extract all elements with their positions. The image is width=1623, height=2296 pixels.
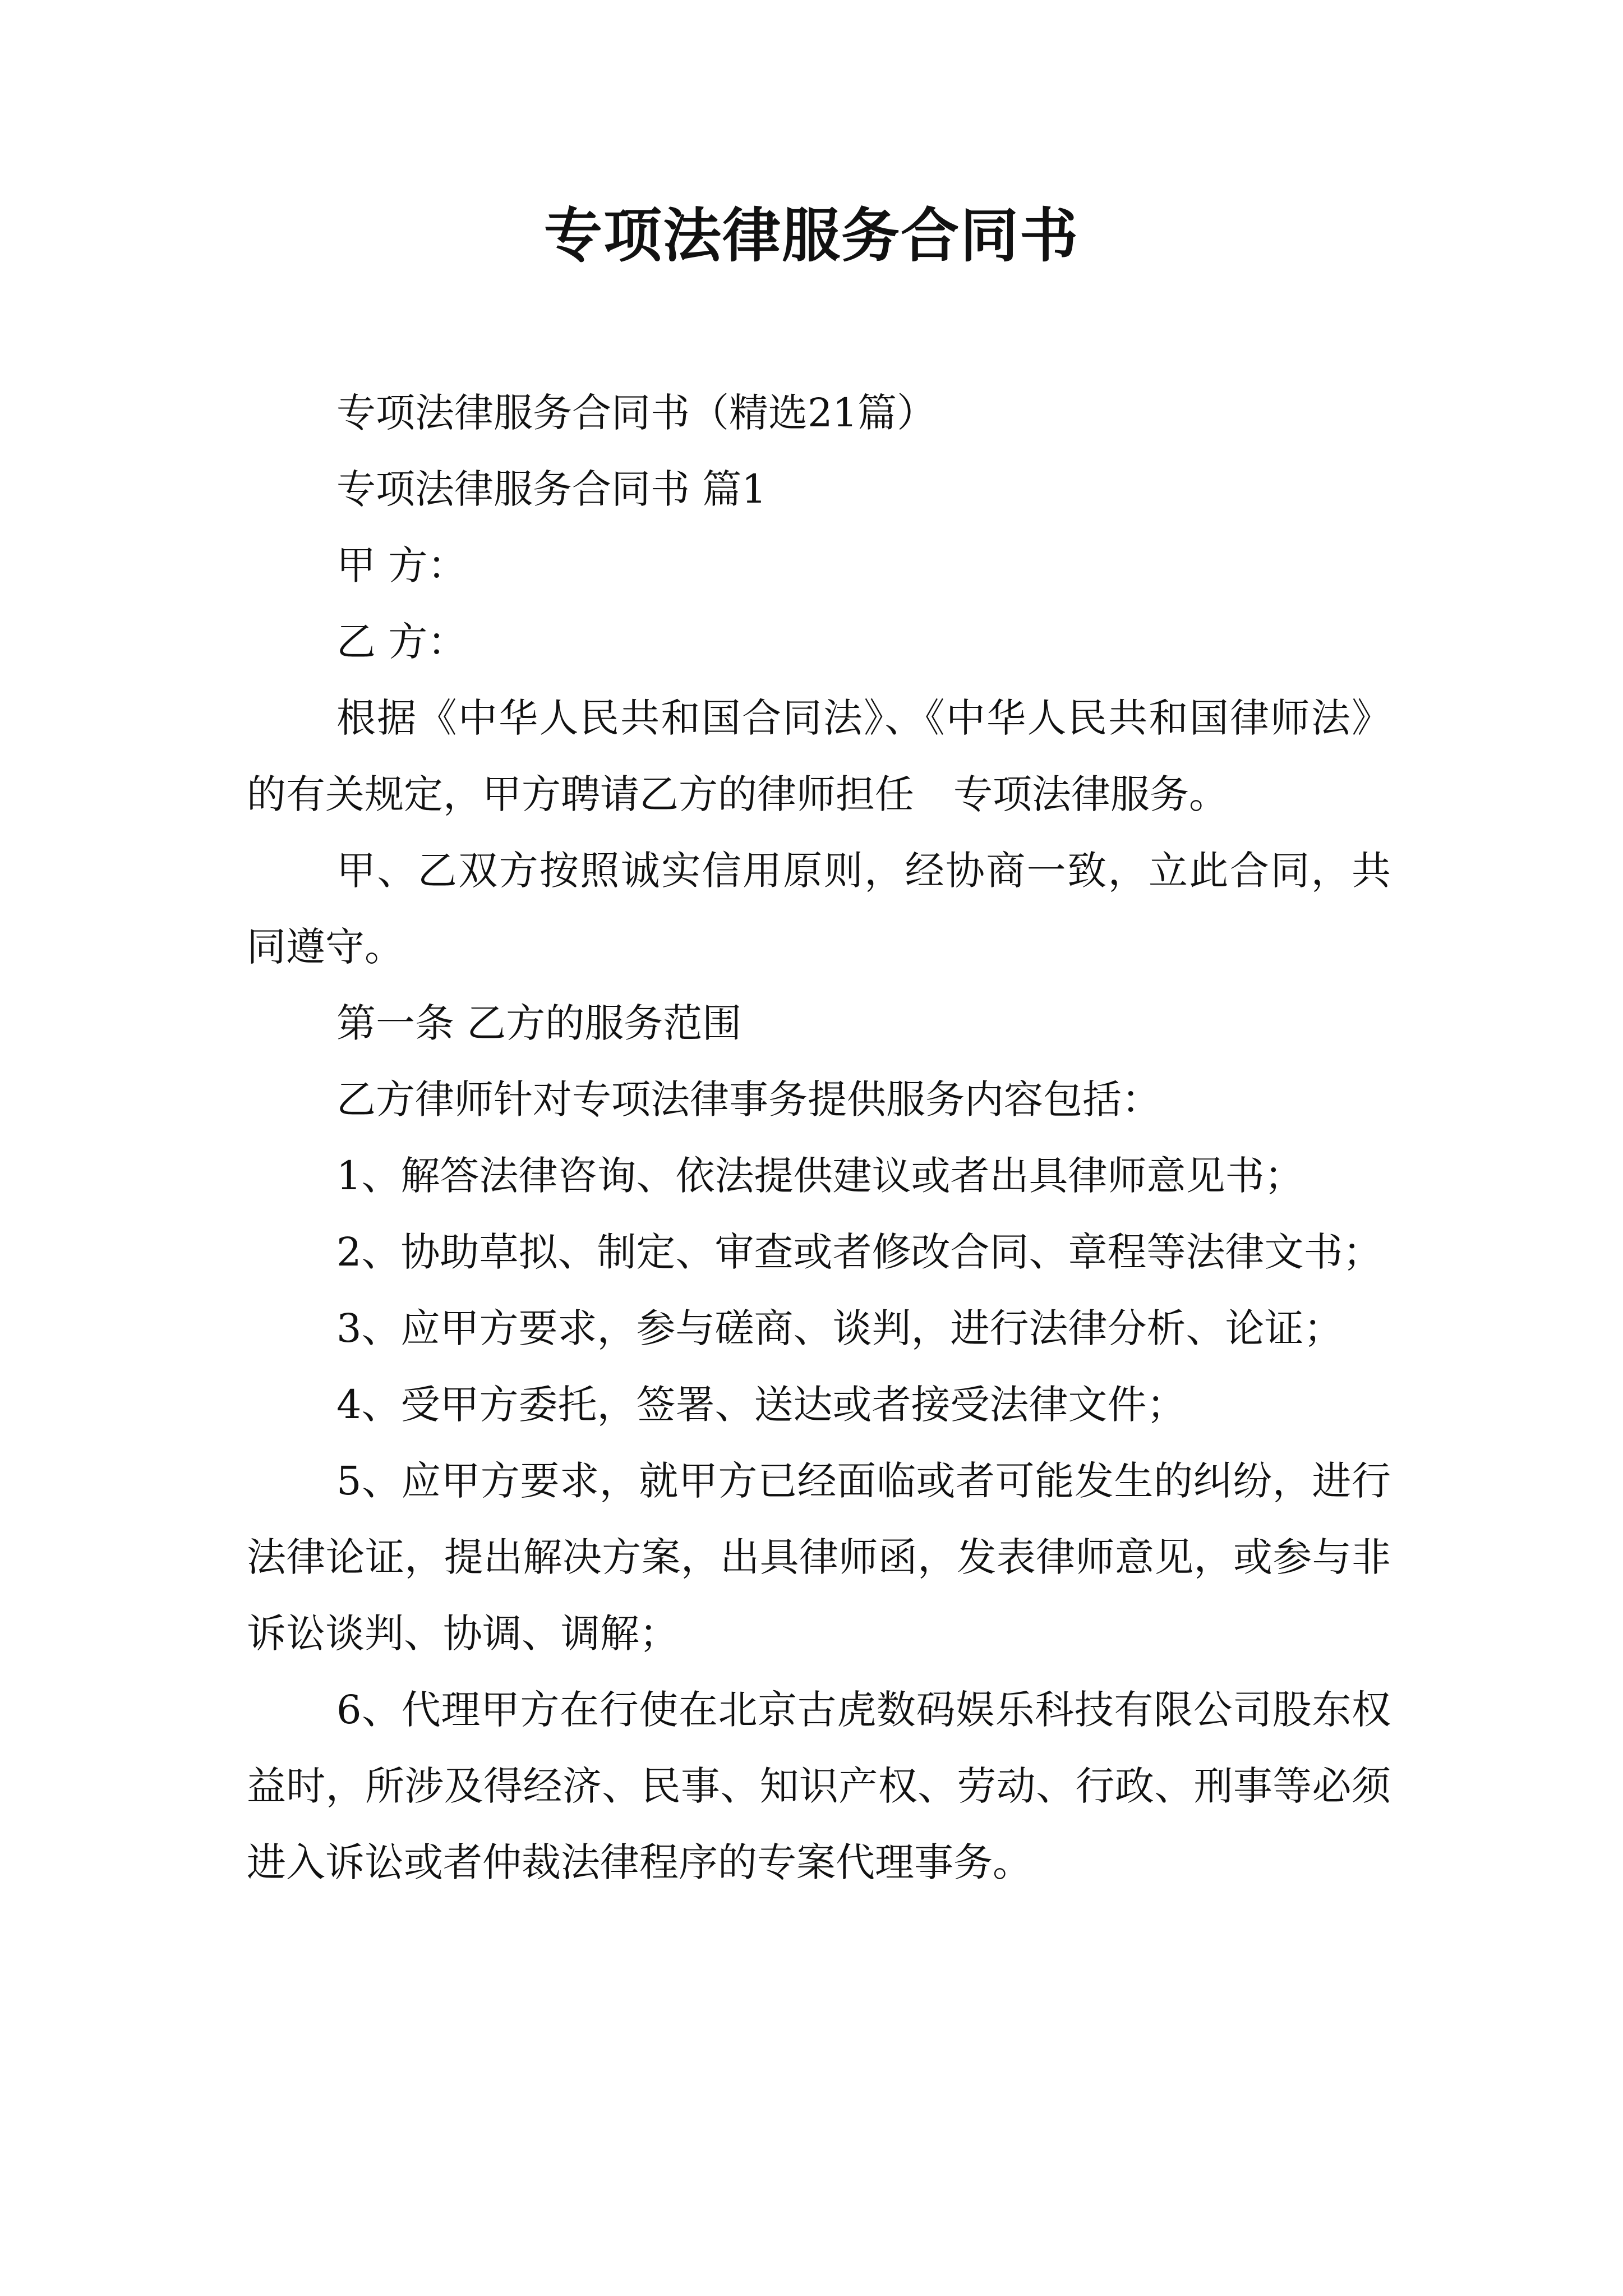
document-title: 专项法律服务合同书 [543,201,1079,270]
document-body [247,375,1391,1901]
paragraph-collection-title: 专项法律服务合同书（精选21篇） [336,390,937,436]
paragraph-party-b: 乙 方： [336,619,467,665]
paragraph-item-3: 3、应甲方要求，参与磋商、谈判，进行法律分析、论证； [336,1305,1343,1351]
paragraph-party-a: 甲 方： [336,542,467,588]
paragraph-item-5: 5、应甲方要求，就甲方已经面临或者可能发生的纠纷，进行法律论证，提出解决方案，出具律师函，发表律师意见，或参与非诉讼谈判、协调、调解； [247,1458,1391,1657]
paragraph-item-4: 4、受甲方委托，签署、送达或者接受法律文件； [336,1382,1186,1428]
paragraph-service-intro: 乙方律师针对专项法律事务提供服务内容包括： [336,1076,1161,1122]
paragraph-section-heading: 专项法律服务合同书 篇1 [336,466,767,512]
paragraph-item-1: 1、解答法律咨询、依法提供建议或者出具律师意见书； [336,1153,1304,1199]
paragraph-item-6: 6、代理甲方在行使在北京古虎数码娱乐科技有限公司股东权益时，所涉及得经济、民事、知识产权、劳动、行政、刑事等必须进入诉讼或者仲裁法律程序的专案代理事务。 [247,1687,1391,1885]
paragraph-article-one: 第一条 乙方的服务范围 [336,1000,742,1046]
paragraph-agreement: 甲、乙双方按照诚实信用原则，经协商一致，立此合同，共同遵守。 [247,848,1391,970]
paragraph-legal-basis: 根据《中华人民共和国合同法》、《中华人民共和国律师法》的有关规定，甲方聘请乙方的律师担任 专项法律服务。 [247,695,1391,817]
paragraph-item-2: 2、协助草拟、制定、审查或者修改合同、章程等法律文书； [336,1229,1382,1275]
